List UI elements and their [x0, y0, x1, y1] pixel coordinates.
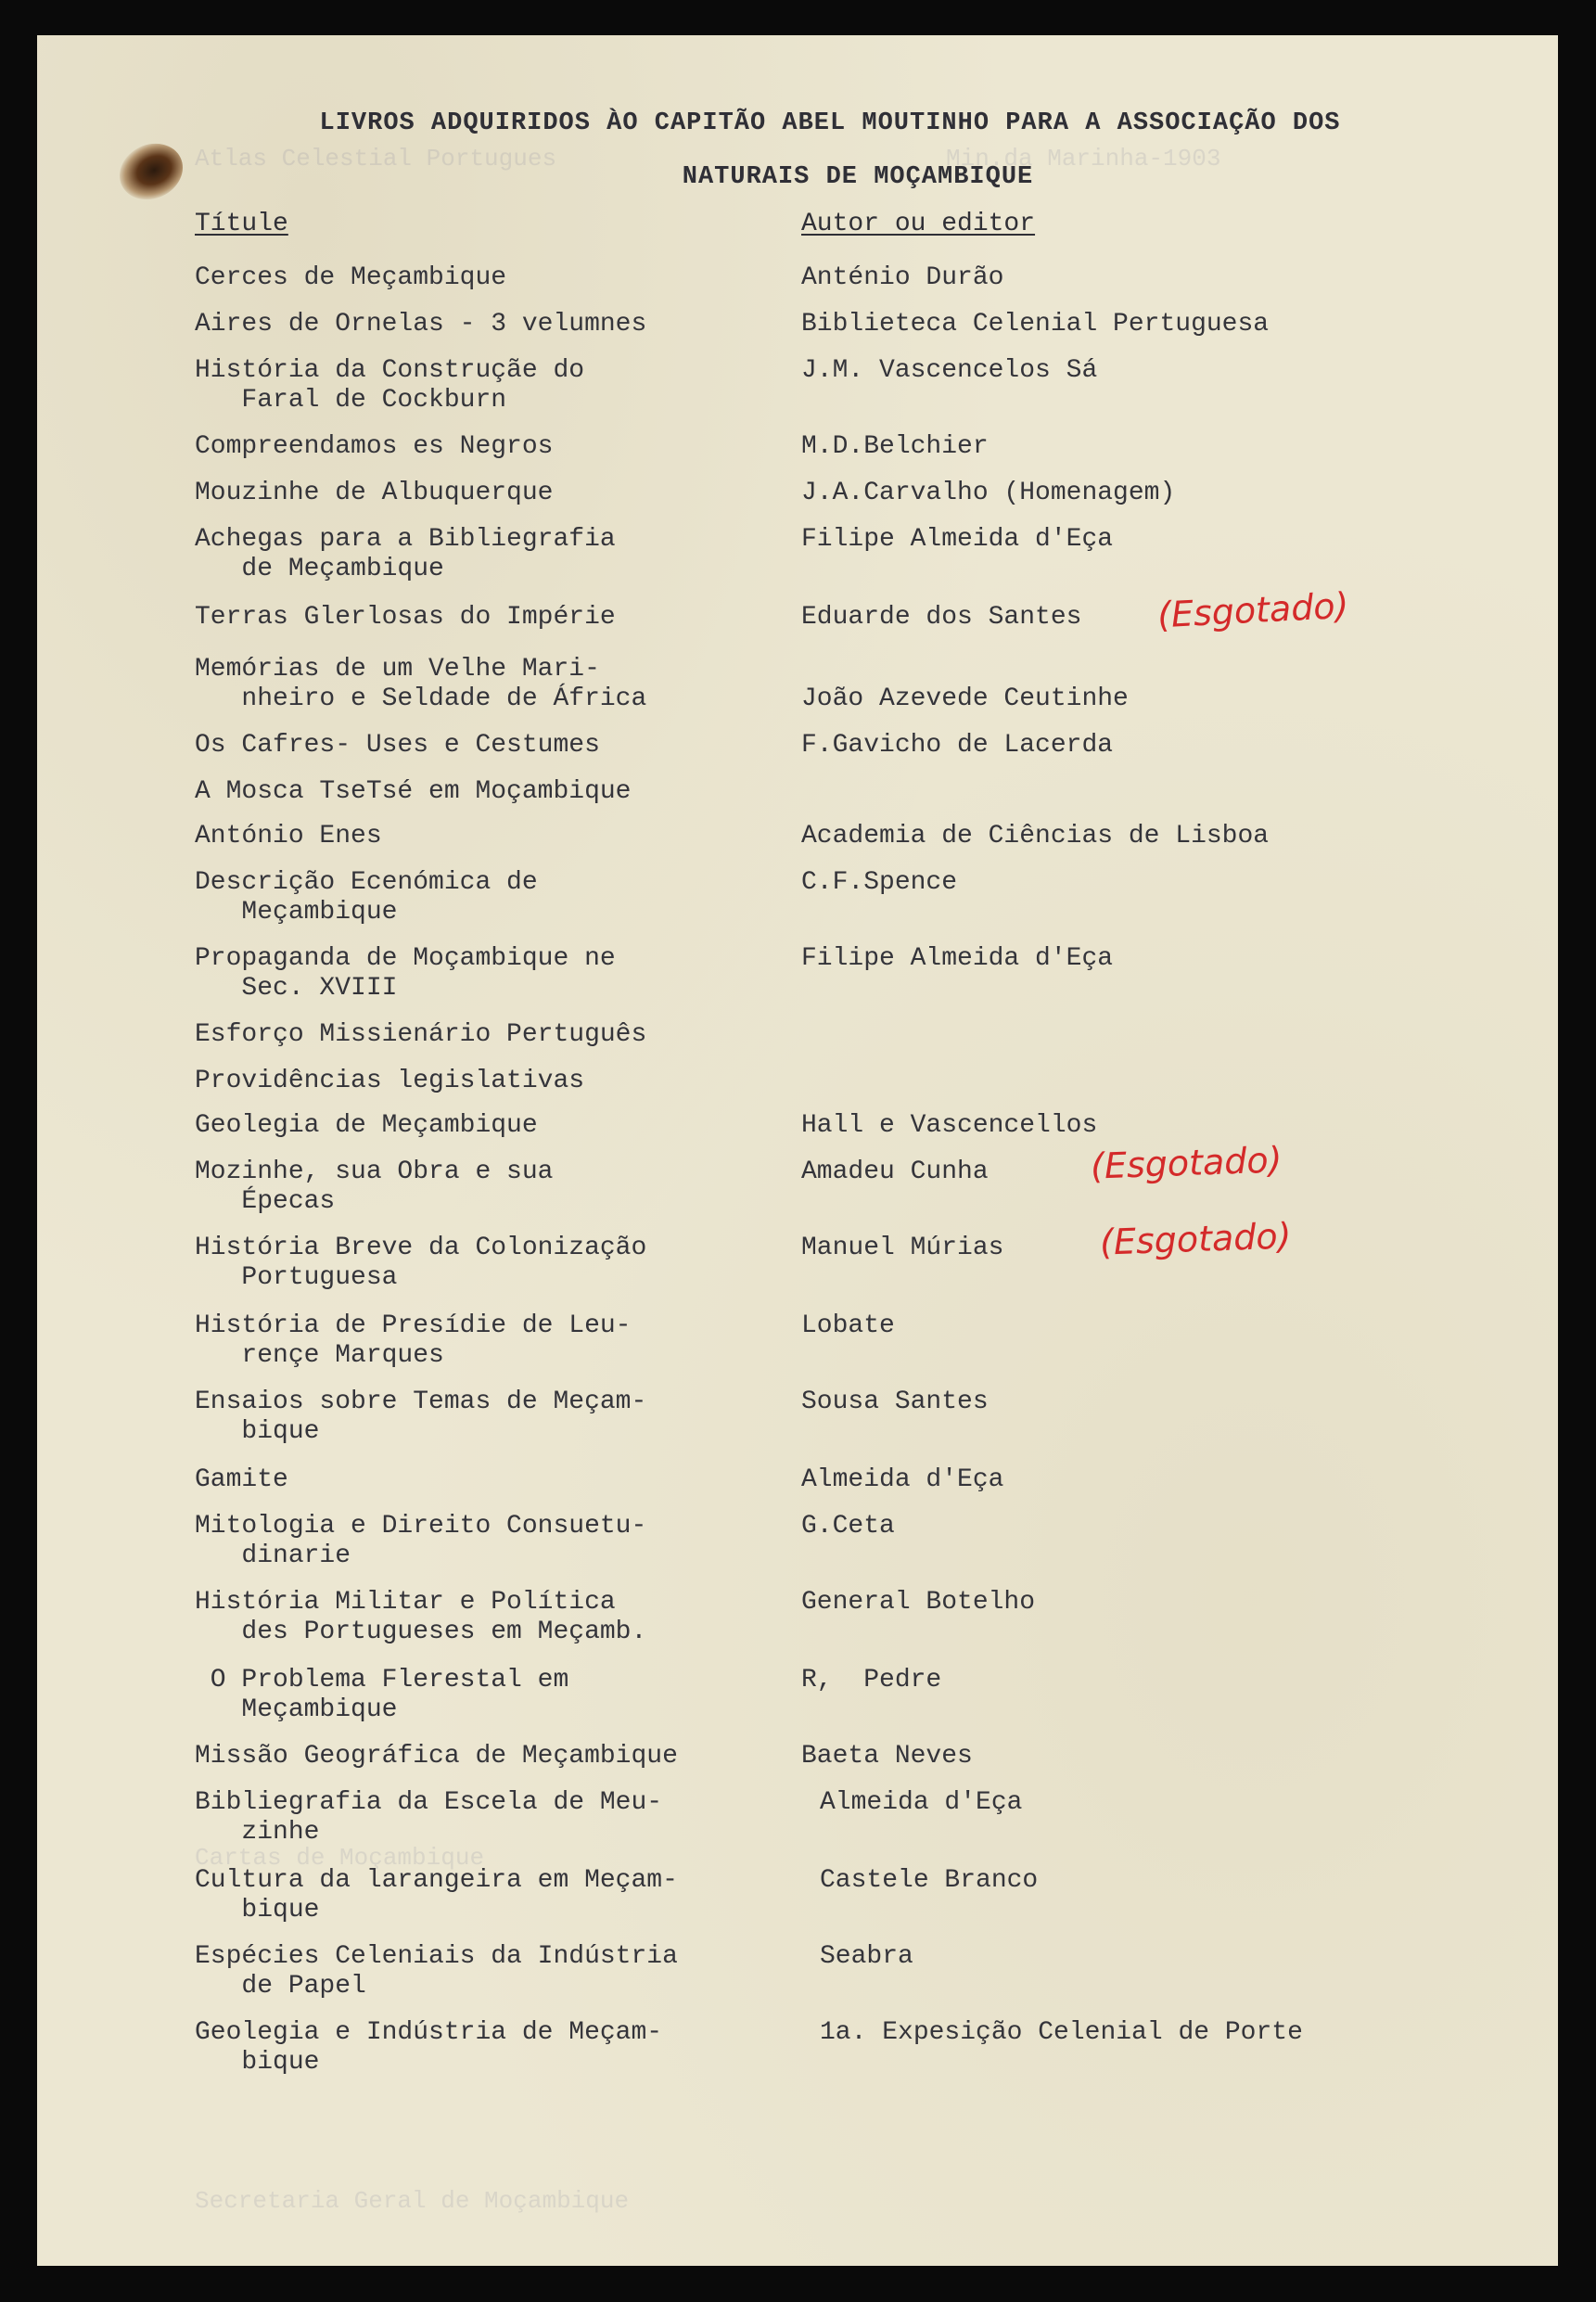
book-author: Filipe Almeida d'Eça: [801, 525, 1114, 554]
list-item: [37, 1465, 1558, 1503]
book-title: Cerces de Meçambique: [195, 263, 507, 292]
list-item: [37, 356, 1558, 415]
show-through-text: Min.da Marinha-1903: [946, 145, 1221, 173]
handwritten-note: (Esgotado): [1099, 1215, 1293, 1263]
list-item: [37, 777, 1558, 814]
list-item: [37, 1742, 1558, 1779]
book-author: Amadeu Cunha: [801, 1157, 989, 1186]
handwritten-note: (Esgotado): [1090, 1139, 1283, 1187]
book-author: Eduarde dos Santes: [801, 603, 1082, 632]
book-title: História Breve da Colonização Portuguesa: [195, 1234, 647, 1292]
book-author: Biblieteca Celenial Pertuguesa: [801, 310, 1270, 339]
book-author: Lobate: [801, 1311, 895, 1340]
list-item: [37, 1512, 1558, 1570]
book-title: História da Construçãe do Faral de Cockburn: [195, 356, 585, 415]
book-author: Anténio Durão: [801, 263, 1004, 292]
book-author: 1a. Expesição Celenial de Porte: [820, 2018, 1303, 2047]
book-title: O Problema Flerestal em Meçambique: [210, 1666, 569, 1724]
book-title: Propaganda de Moçambique ne Sec. XVIII: [195, 944, 616, 1003]
show-through-text: Atlas Celestial Portugues: [195, 145, 557, 173]
show-through-text: Cartas de Moçambique: [195, 1844, 485, 1872]
book-title: Esforço Missienário Pertuguês: [195, 1020, 647, 1049]
book-author: General Botelho: [801, 1588, 1036, 1617]
book-title: Compreendamos es Negros: [195, 432, 554, 461]
list-item: [37, 1788, 1558, 1847]
list-item: [37, 731, 1558, 768]
book-title: Aires de Ornelas - 3 velumnes: [195, 310, 647, 339]
book-title: História de Presídie de Leu- rençe Marques: [195, 1311, 632, 1370]
book-title: Memórias de um Velhe Mari- nheiro e Seldade de África: [195, 655, 647, 713]
show-through-text: Secretaria Geral de Moçambique: [195, 2187, 630, 2215]
column-header-author: Autor ou editor: [801, 210, 1036, 238]
list-item: [37, 1588, 1558, 1646]
book-author: G.Ceta: [801, 1512, 895, 1541]
book-author: J.A.Carvalho (Homenagem): [801, 479, 1176, 507]
book-author: Filipe Almeida d'Eça: [801, 944, 1114, 973]
book-title: Mitologia e Direito Consuetu- dinarie: [195, 1512, 647, 1570]
book-title: Gamite: [195, 1465, 288, 1494]
book-author: J.M. Vascencelos Sá: [801, 356, 1098, 385]
book-author: Castele Branco: [820, 1866, 1039, 1895]
list-item: [37, 310, 1558, 347]
book-title: Descrição Ecenómica de Meçambique: [195, 868, 538, 927]
list-item: [37, 1942, 1558, 2001]
document-page: [37, 35, 1558, 2266]
list-item: [37, 1388, 1558, 1446]
list-item: [37, 655, 1558, 713]
list-item: [37, 1866, 1558, 1925]
book-author: Academia de Ciências de Lisboa: [801, 822, 1270, 850]
book-author: M.D.Belchier: [801, 432, 989, 461]
book-author: Seabra: [820, 1942, 913, 1971]
list-item: [37, 263, 1558, 301]
list-item: [37, 1020, 1558, 1057]
book-author: Manuel Múrias: [801, 1234, 1004, 1262]
book-author: João Azevede Ceutinhe: [801, 684, 1129, 713]
list-item: [37, 822, 1558, 859]
book-title: História Militar e Política des Portugueses em Meçamb.: [195, 1588, 647, 1646]
column-header-title: Títule: [195, 210, 288, 238]
book-title: Providências legislativas: [195, 1067, 585, 1095]
book-title: Os Cafres- Uses e Cestumes: [195, 731, 600, 760]
list-item: [37, 432, 1558, 469]
list-item: [37, 944, 1558, 1003]
book-title: Geolegia e Indústria de Meçam- bique: [195, 2018, 663, 2077]
book-title: António Enes: [195, 822, 382, 850]
list-item: [37, 1215, 1558, 1292]
book-title: Espécies Celeniais da Indústria de Papel: [195, 1942, 678, 2001]
handwritten-note: (Esgotado): [1156, 584, 1350, 636]
book-title: A Mosca TseTsé em Moçambique: [195, 777, 632, 806]
book-title: Bibliegrafia da Escela de Meu- zinhe: [195, 1788, 663, 1847]
book-title: Cultura da larangeira em Meçam- bique: [195, 1866, 678, 1925]
book-author: Almeida d'Eça: [801, 1465, 1004, 1494]
book-author: Baeta Neves: [801, 1742, 973, 1771]
document-subheading: NATURAIS DE MOÇAMBIQUE: [682, 163, 1034, 191]
book-title: Ensaios sobre Temas de Meçam- bique: [195, 1388, 647, 1446]
book-title: Achegas para a Bibliegrafia de Meçambique: [195, 525, 616, 583]
book-author: F.Gavicho de Lacerda: [801, 731, 1114, 760]
book-author: R, Pedre: [801, 1666, 942, 1695]
book-title: Geolegia de Meçambique: [195, 1111, 538, 1140]
book-title: Mozinhe, sua Obra e sua Épecas: [195, 1157, 554, 1216]
list-item: [37, 2018, 1558, 2077]
book-author: Sousa Santes: [801, 1388, 989, 1416]
list-item: [37, 525, 1558, 583]
list-item: [37, 1111, 1558, 1148]
list-item: [37, 1311, 1558, 1370]
book-author: Almeida d'Eça: [820, 1788, 1023, 1817]
book-title: Missão Geográfica de Meçambique: [195, 1742, 678, 1771]
book-author: C.F.Spence: [801, 868, 958, 897]
book-author: Hall e Vascencellos: [801, 1111, 1098, 1140]
list-item: [37, 1067, 1558, 1104]
list-item: [37, 1666, 1558, 1724]
list-item: [37, 479, 1558, 516]
list-item: [37, 584, 1558, 640]
book-title: Mouzinhe de Albuquerque: [195, 479, 554, 507]
document-heading: LIVROS ADQUIRIDOS ÀO CAPITÃO ABEL MOUTINHO PARA A ASSOCIAÇÃO DOS: [319, 109, 1341, 137]
book-title: Terras Glerlosas do Impérie: [195, 603, 616, 632]
list-item: [37, 1139, 1558, 1216]
list-item: [37, 868, 1558, 927]
